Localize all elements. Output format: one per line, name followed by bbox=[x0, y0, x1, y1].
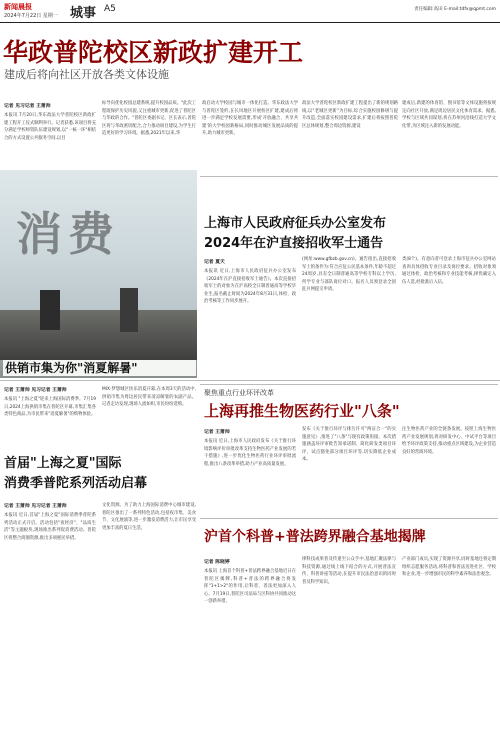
lead-col-3: 政启动大学校园与城市一体化打造。华东政法大学与普陀区签约,在长风地区开展校区扩建,建成后将进一步满足学校发展需要,形成'开放融合、共享共建'的大学校园新格局,同时推动城区发展品质的提升,助力城市更新。 bbox=[202, 101, 298, 136]
newspaper-logo: 新闻晨报 bbox=[4, 3, 32, 11]
festival-col-2: 文化资源。为了助力上海国际消费中心城市建设,普陀区推出了一系列特色活动,包括夜市集、美食节、文化展演等,进一步激发消费活力,让市民享受更加丰富的夏日生活。 bbox=[102, 503, 196, 531]
biomed-kicker: 聚焦重点行业环评改革 bbox=[204, 389, 274, 397]
recruit-headline-2: 2024年在沪直接招收军士通告 bbox=[204, 236, 384, 251]
market-photo bbox=[0, 170, 197, 378]
festival-headline-2: 消费季普陀系列活动启幕 bbox=[4, 476, 148, 491]
photo-sign: 消费 bbox=[16, 207, 120, 261]
festival-col-1: 本报讯 近日,首届"上海之夏"国际消费季普陀系列活动正式开启。活动包括"夜经济"、"品质生活"等主题板块,现场推出系列促消费活动。普陀区将整合商圈资源,推出多项惠民举措。 bbox=[4, 513, 96, 541]
issue-date: 2024年7月22日 星期一 bbox=[4, 13, 58, 19]
biomed-col-2: 发布《关于推行环评与排污许可"两证合一"的实施意见》,推进了"八条"与现有政策衔接。本次措施涵盖环评审批告知承诺制、简化研发类项目环评、试点豁免部分项目环评等,切实降低企业成本。 bbox=[302, 427, 396, 462]
grid-headline: 沪首个科普+普法跨界融合基地揭牌 bbox=[204, 529, 426, 545]
lead-subhead: 建成后将向社区开放各类文体设施 bbox=[4, 68, 169, 81]
recruit-col-3: 类(8个)。有意向者可登录上海市征兵办公室网站查询具体招收专业目录及岗位要求。招收对象须通过体检、政治考核和专业技能考核,择优确定入伍人选,经批准后入伍。 bbox=[402, 257, 496, 285]
festival-top-col-2: MIX·梦想城区快乐消夏开幕,在本周3天的活动中,供销市集为周边居民带来清凉解暑的农副产品。记者走访发现,现场人流如织,市民纷纷选购。 bbox=[102, 387, 196, 407]
biomed-byline: 记者 王萧帅 bbox=[204, 430, 230, 435]
grid-col-2: 律科技成果普及传递至公众手中,基地汇聚法律与科技资源,通过线上线下结合的方式,开展普法宣传、科普讲座等活动,在提升市民法治意识的同时普及科学知识。 bbox=[302, 557, 396, 585]
festival-top-col: 本报讯 "上海之夏"迎来上海国际消费季。7月19日,2024上海供销市集在普陀区开幕,市集汇集各类特色商品,为市民带来"消夏解暑"的购物体验。 bbox=[4, 397, 96, 417]
lead-headline: 华政普陀校区新政扩建开工 bbox=[3, 38, 304, 67]
page-number: A5 bbox=[104, 4, 116, 14]
recruit-col-2: (网址:www.gfbzb.gov.cn)。通告指出,直接招收军士的条件为:符合应征公民基本条件,年龄不超过24周岁,具有全日制普通高等学校专科以上学历,所学专业与部队岗位对口。报名人员须登录全国征兵网提交申请。 bbox=[302, 257, 396, 292]
lead-byline: 记者 见习记者 王萧帅 bbox=[4, 104, 51, 109]
lead-col-1: 本报讯 7月20日,华东政法大学普陀校区新政扩建工程开工仪式顺利举行。记者获悉,该项目将充分满足学校师资队伍建设规划,以"一核一环"相结合的方式设置公共服务空间,以目 bbox=[4, 113, 96, 141]
recruit-headline-1: 上海市人民政府征兵办公室发布 bbox=[204, 216, 387, 231]
biomed-col-3: 注生物医药产业的全链条发展。按照上海生物医药产业发展规划,将对研发中心、中试平台等项目给予环评政策支持,推动重点区域建设,为企业营造良好的营商环境。 bbox=[402, 427, 496, 455]
biomed-col-1: 本报讯 近日,上海市人民政府发布《关于推行环境影响评价审批改革支持生物医药产业发展的若干措施》,进一步优化生物医药行业环评审批流程,推出八条改革举措,助力产业高质量发展。 bbox=[204, 439, 296, 467]
lead-col-2: 标导向优化校园总建系统,提升校园品质。"此次工程既保护历史风貌,又注重城市更新,促进了普陀区与华政的合作。"普陀区委副书记、区长表示,普陀区将与华政密切配合,合力推动项目建设,为学生打造更好的学习环境。据悉,2021年以来,华 bbox=[102, 101, 196, 136]
recruit-byline: 记者 夏天 bbox=[204, 260, 225, 265]
editor-credit: 责任编辑:高田 E-mail:tdfx@qpmt.com bbox=[414, 7, 496, 12]
masthead bbox=[0, 0, 500, 23]
festival-byline-2: 记者 王萧帅 见习记者 王萧帅 bbox=[4, 504, 67, 509]
section-title: 城事 bbox=[70, 6, 97, 21]
lead-col-5: 建成后,新建的体育馆、图书馆等文体设施将按规定向社区开放,满足周边居民文化体育需求。据悉,学校与区域共同谋划,将在苏州河沿线打造大学文化带,为区域注入新的发展动能。 bbox=[402, 101, 496, 129]
grid-byline: 记者 陈晓婷 bbox=[204, 560, 230, 565]
grid-col-1: 本报讯 上海首个科普+普法跨界融合基地近日在普陀区揭牌,科普+普法的跨界融合将发挥"1+1>2"的作用,让科普、普法更加深入人心。7月19日,普陀区司法局与区科协共同推动这一创新举措。 bbox=[204, 569, 296, 604]
festival-headline-1: 首届"上海之夏"国际 bbox=[4, 456, 122, 471]
grid-col-3: 产业部门成员,实现了资源共享,同时基地还将定期组织志愿服务活动,将科普和普法送进社区、学校和企业,进一步增强市民的科学素养和法治观念。 bbox=[402, 557, 496, 577]
festival-byline: 记者 王萧帅 见习记者 王萧帅 bbox=[4, 388, 67, 393]
photo-caption: 供销市集为你"消夏解暑" bbox=[3, 360, 196, 376]
lead-col-4: 政法大学普陀校区新政扩建工程提出了新的规划路线,以“老城区更新”为目标,综合实施校园修缮与提升改造,全面落实校园建设需求,扩建后将按照普陀区总体规划,整合周边资源,建设 bbox=[302, 101, 398, 129]
recruit-col-1: 本报讯 近日,上海市人民政府征兵办公室发布《2024年在沪直接招收军士通告》。本次直接招收军士的对象为在沪高校全日制普通高等学校毕业生,报名截止时间为2024年8月31日,体检、政治考核等工作同步展开。 bbox=[204, 269, 296, 304]
biomed-headline: 上海再推生物医药行业"八条" bbox=[204, 402, 400, 420]
